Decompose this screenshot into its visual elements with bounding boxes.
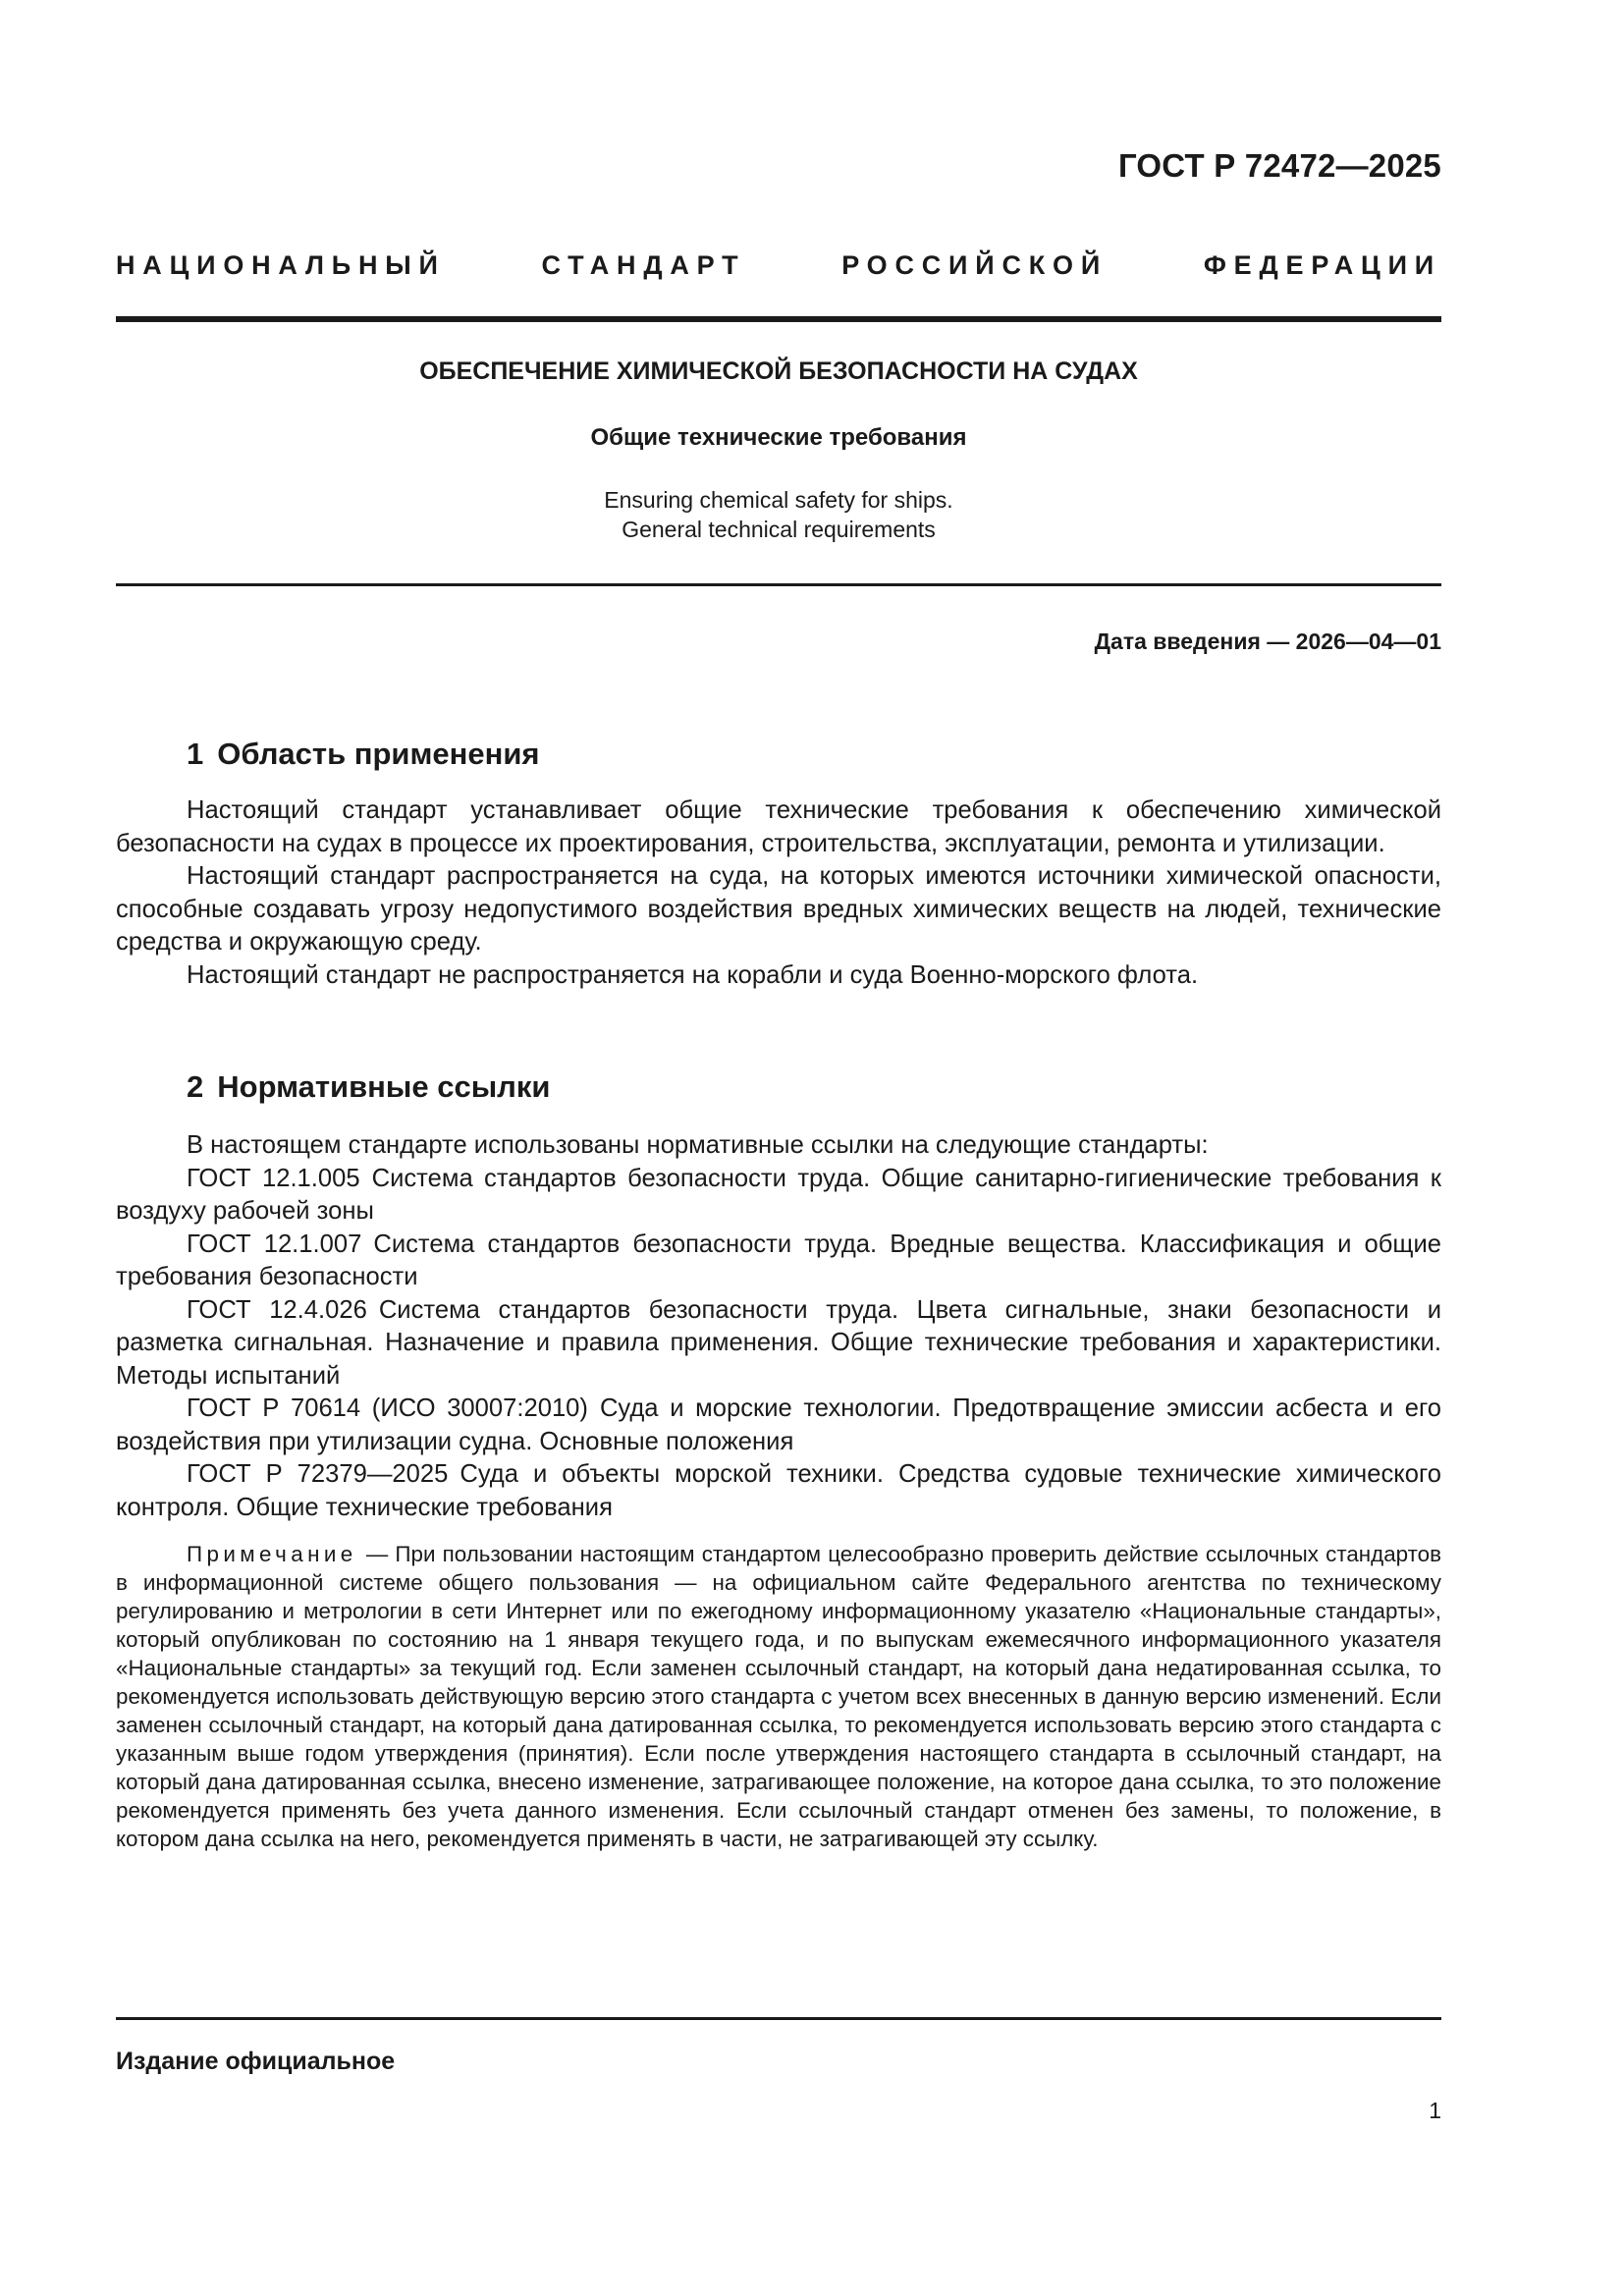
document-code: ГОСТ Р 72472—2025 — [1117, 147, 1441, 184]
document-page — [116, 0, 1441, 2296]
section-1-heading — [187, 737, 540, 772]
section-1-number: 1 — [187, 737, 204, 771]
reference-text: Суда и объекты морской техники. Средства судовые технические химического контроля. Общие технические требования — [116, 1460, 1441, 1521]
reference-code: ГОСТ Р 72379—2025 — [187, 1460, 449, 1488]
section-2-number: 2 — [187, 1069, 204, 1104]
section-2-heading — [187, 1069, 550, 1105]
reference-item — [116, 1458, 1441, 1524]
section-1-paragraph: Настоящий стандарт распространяется на суда, на которых имеются источники химической опасности, способные создавать угрозу недопустимого воздействия вредных химических веществ на людей, технические средства и окружающую среду. — [116, 862, 1441, 956]
section-2-body — [116, 1129, 1441, 1524]
reference-item — [116, 1294, 1441, 1394]
reference-item — [116, 1163, 1441, 1229]
edition-label: Издание официальное — [116, 2048, 396, 2075]
reference-code: ГОСТ 12.1.005 — [187, 1164, 360, 1192]
section-2-intro: В настоящем стандарте использованы нормативные ссылки на следующие стандарты: — [187, 1131, 1209, 1159]
title-divider — [116, 583, 1441, 586]
header-divider — [116, 316, 1441, 322]
note-label: Примечание — [187, 1542, 357, 1566]
page-number: 1 — [1429, 2098, 1441, 2123]
section-2-title: Нормативные ссылки — [217, 1069, 551, 1104]
reference-item — [116, 1229, 1441, 1294]
note-paragraph — [116, 1540, 1441, 1853]
footer-divider — [116, 2017, 1441, 2020]
reference-code: ГОСТ Р 70614 (ИСО 30007:2010) — [187, 1394, 588, 1422]
section-1-body — [116, 794, 1441, 992]
english-title-line-1: Ensuring chemical safety for ships. — [604, 487, 953, 513]
reference-code: ГОСТ 12.4.026 — [187, 1295, 367, 1324]
reference-text: Суда и морские технологии. Предотвращение эмиссии асбеста и его воздействия при утилизации судна. Основные положения — [116, 1394, 1441, 1455]
section-1-paragraph: Настоящий стандарт устанавливает общие технические требования к обеспечению химической безопасности на судах в процессе их проектирования, строительства, эксплуатации, ремонта и утилизации. — [116, 796, 1441, 857]
section-1-title: Область применения — [217, 737, 540, 771]
reference-text: Система стандартов безопасности труда. Цвета сигнальные, знаки безопасности и разметка сигнальная. Назначение и правила применения. Общие технические требования и характеристики. Методы испытаний — [116, 1295, 1441, 1390]
introduction-date: Дата введения — 2026—04—01 — [1094, 629, 1441, 654]
document-subtitle: Общие технические требования — [590, 424, 967, 451]
document-title: ОБЕСПЕЧЕНИЕ ХИМИЧЕСКОЙ БЕЗОПАСНОСТИ НА СУДАХ — [419, 357, 1138, 385]
english-title — [116, 485, 1441, 544]
note-text: — При пользовании настоящим стандартом целесообразно проверить действие ссылочных стандартов в информационной системе общего пользования — на официальном сайте Федерального агентства по техническому регулированию и метрологии в сети Интернет или по ежегодному информационному указателю «Национальные стандарты», который опубликован по состоянию на 1 января текущего года, и по выпускам ежемесячного информационного указателя «Национальные стандарты» за текущий год. Если заменен ссылочный стандарт, на который дана недатированная ссылка, то рекомендуется использовать действующую версию этого стандарта с учетом всех внесенных в данную версию изменений. Если заменен ссылочный стандарт, на который дана датированная ссылка, то рекомендуется использовать версию этого стандарта с указанным выше годом утверждения (принятия). Если после утверждения настоящего стандарта в ссылочный стандарт, на который дана датированная ссылка, внесено изменение, затрагивающее положение, на которое дана ссылка, то это положение рекомендуется применять без учета данного изменения. Если ссылочный стандарт отменен без замены, то положение, в котором дана ссылка на него, рекомендуется применять в части, не затрагивающей эту ссылку. — [116, 1542, 1441, 1851]
note-block — [116, 1540, 1441, 1853]
reference-text: Система стандартов безопасности труда. Общие санитарно-гигиенические требования к воздуху рабочей зоны — [116, 1164, 1441, 1225]
national-standard-title: НАЦИОНАЛЬНЫЙ СТАНДАРТ РОССИЙСКОЙ ФЕДЕРАЦИИ — [116, 250, 1441, 280]
reference-item — [116, 1393, 1441, 1458]
reference-code: ГОСТ 12.1.007 — [187, 1230, 362, 1258]
section-1-paragraph: Настоящий стандарт не распространяется на корабли и суда Военно-морского флота. — [187, 960, 1199, 989]
reference-text: Система стандартов безопасности труда. Вредные вещества. Классификация и общие требования безопасности — [116, 1230, 1441, 1290]
english-title-line-2: General technical requirements — [622, 517, 936, 542]
